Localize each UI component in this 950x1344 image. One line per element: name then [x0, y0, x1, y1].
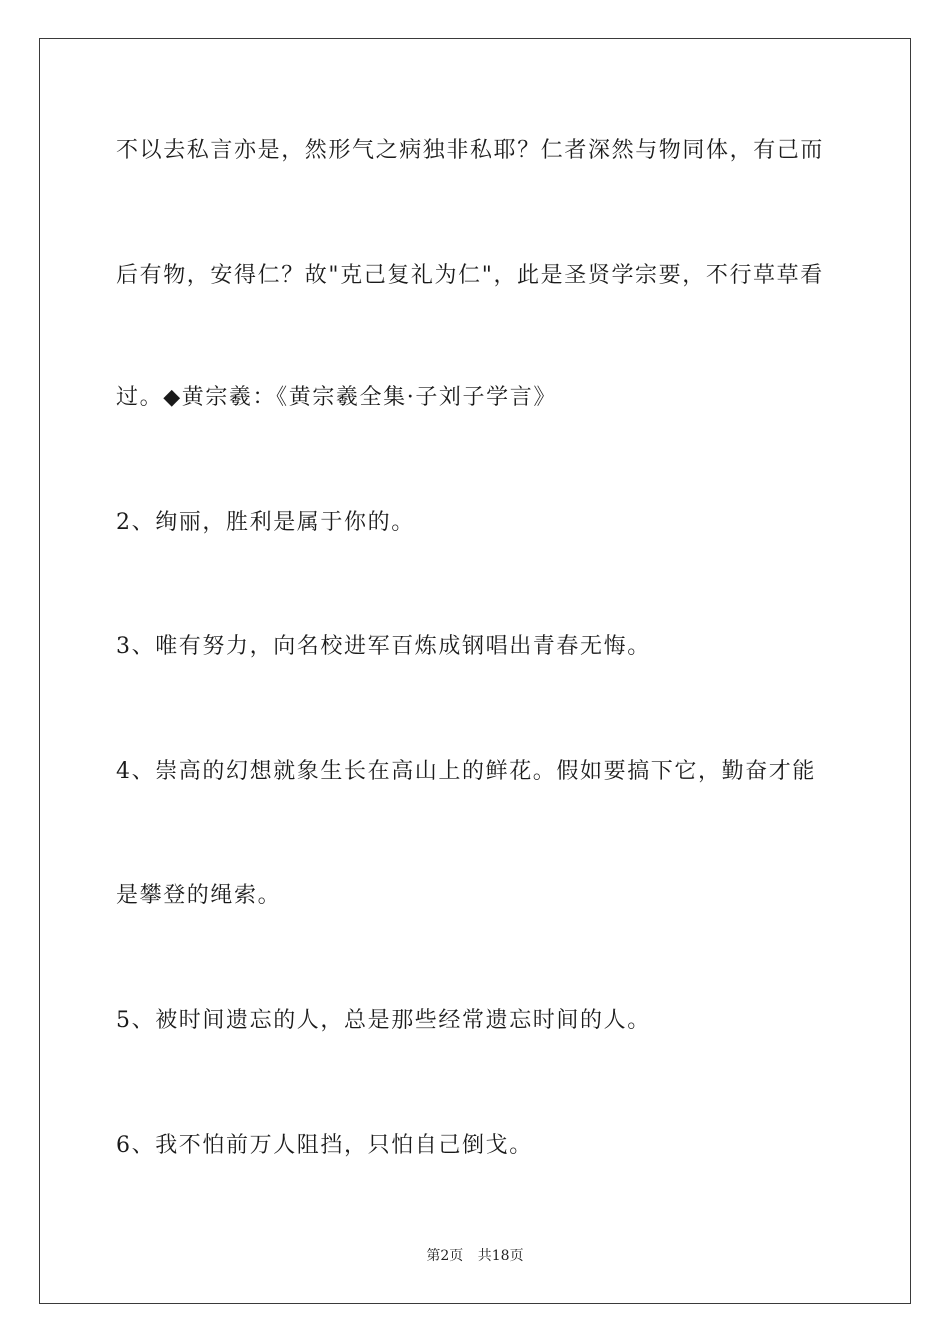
text-line-1: 不以去私言亦是，然形气之病独非私耶？仁者深然与物同体，有己而	[116, 138, 825, 163]
page-border	[39, 38, 911, 1304]
page-count: 共18页	[477, 1248, 524, 1264]
list-item-4: 4、崇高的幻想就象生长在高山上的鲜花。假如要搞下它，勤奋才能	[116, 759, 816, 784]
text-line-3: 过。◆黄宗羲：《黄宗羲全集·子刘子学言》	[116, 385, 557, 410]
list-item-4-continued: 是攀登的绳索。	[116, 883, 282, 908]
list-item-5: 5、被时间遗忘的人，总是那些经常遗忘时间的人。	[116, 1008, 651, 1033]
page-footer	[0, 1246, 950, 1266]
text-line-2: 后有物，安得仁？故"克己复礼为仁"，此是圣贤学宗要，不行草草看	[116, 263, 824, 288]
list-item-2: 2、绚丽，胜利是属于你的。	[116, 510, 415, 535]
list-item-6: 6、我不怕前万人阻挡，只怕自己倒戈。	[116, 1133, 533, 1158]
list-item-3: 3、唯有努力，向名校进军百炼成钢唱出青春无悔。	[116, 634, 651, 659]
page-number: 第2页	[426, 1248, 464, 1264]
